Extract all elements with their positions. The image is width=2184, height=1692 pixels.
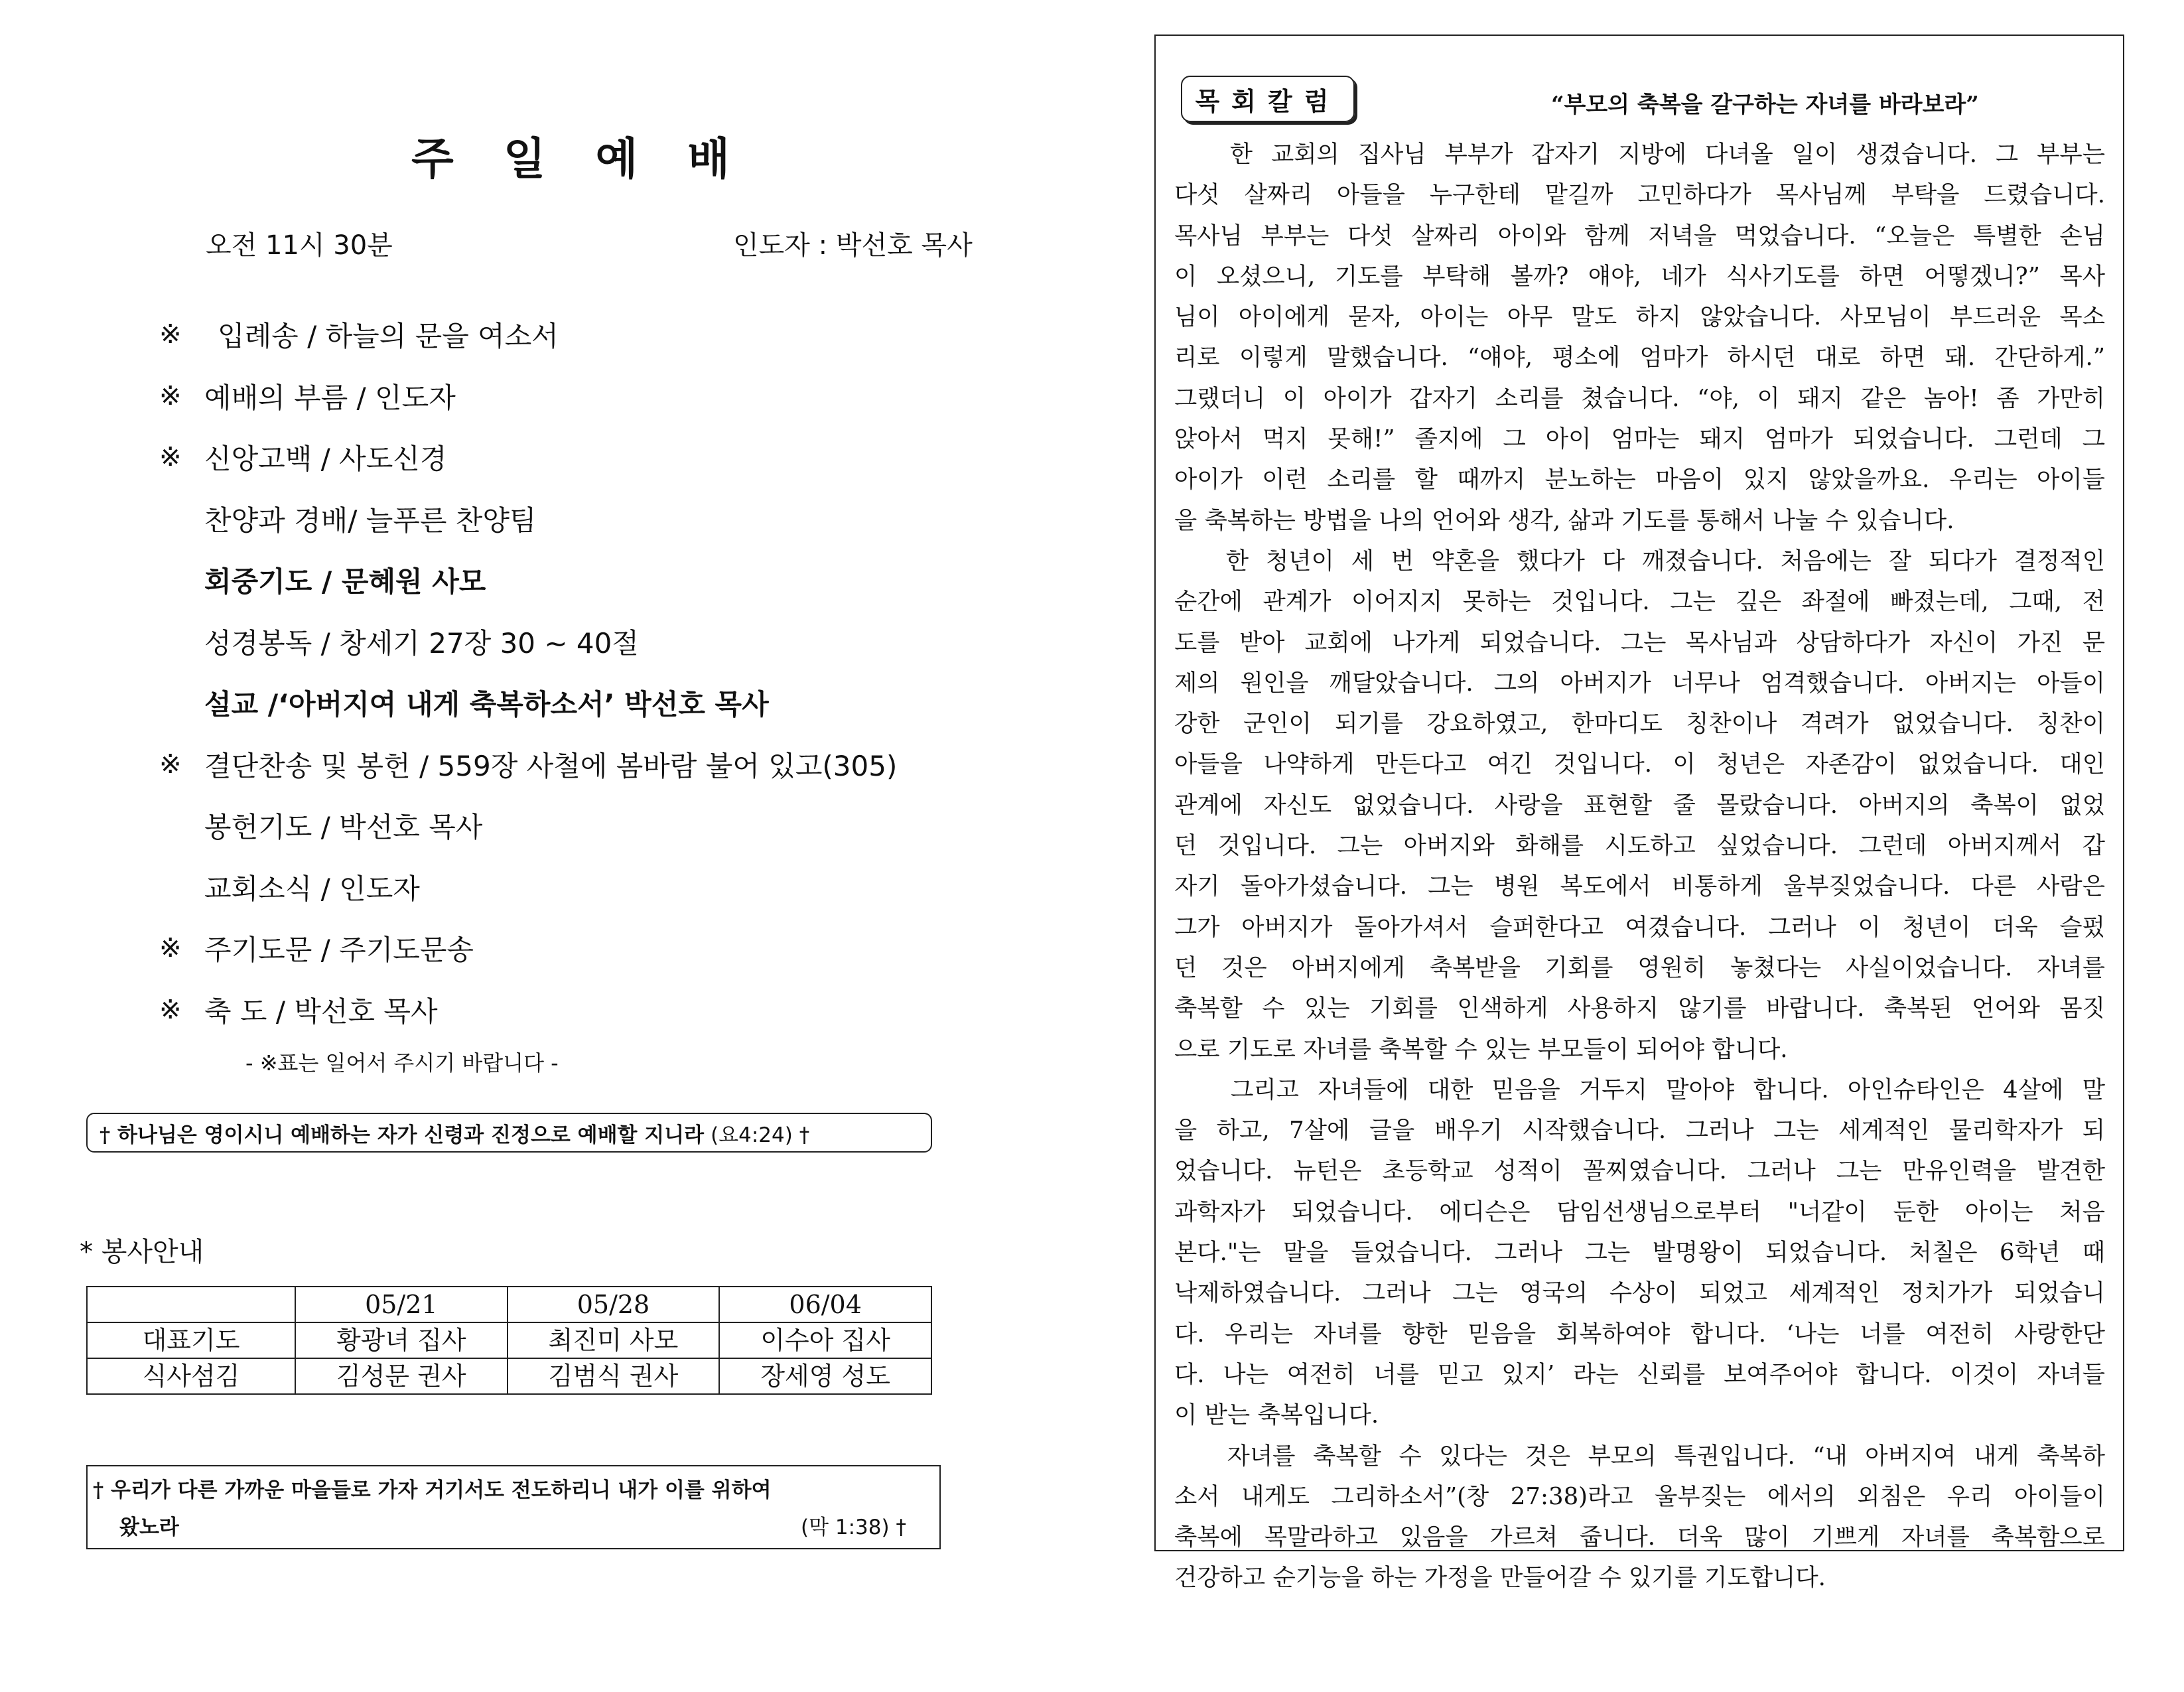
- table-row: [87, 1358, 931, 1394]
- verse-text-line1: † 우리가 다른 가까운 마을들로 가자 거기서도 전도하리니 내가 이를 위하여: [93, 1478, 772, 1502]
- column-line: 도를 받아 교회에 나가게 되었습니다. 그는 목사님과 상담하다가 자신이 가진 문: [1174, 628, 2105, 656]
- column-line: 던 것은 아버지에게 축복받을 기회를 영원히 놓쳤다는 사실이었습니다. 자녀를: [1174, 953, 2105, 981]
- column-line: 그랬더니 이 아이가 갑자기 소리를 쳤습니다. “야, 이 돼지 같은 놈아! 좀 가만히: [1174, 384, 2105, 412]
- table-cell: 06/04: [719, 1287, 931, 1322]
- column-line: 이 받는 축복입니다.: [1174, 1401, 1379, 1429]
- column-line: 그가 아버지가 돌아가셔서 슬퍼한다고 여겼습니다. 그러나 이 청년이 더욱 슬펐: [1174, 913, 2105, 941]
- column-line: 소서 내게도 그리하소서”(창 27:38)라고 울부짖는 에서의 외침은 우리 아이들이: [1174, 1482, 2105, 1510]
- table-header-row: [87, 1287, 931, 1322]
- table-row: [87, 1322, 931, 1358]
- stand-mark: ※: [159, 319, 182, 350]
- column-line: 제의 원인을 깨달았습니다. 그의 아버지가 너무나 엄격했습니다. 아버지는 아들이: [1174, 669, 2105, 697]
- service-table: [86, 1286, 932, 1395]
- column-line: 었습니다. 뉴턴은 초등학교 성적이 꼴찌였습니다. 그러나 그는 만유인력을 발견한: [1174, 1157, 2105, 1185]
- stand-mark: ※: [159, 442, 182, 473]
- column-line: 관계에 자신도 없었습니다. 사랑을 표현할 줄 몰랐습니다. 아버지의 축복이 없었: [1174, 791, 2105, 819]
- order-item: ※ 예배의 부름 / 인도자: [159, 380, 456, 414]
- stand-mark: ※: [159, 380, 182, 411]
- table-cell: 05/28: [508, 1287, 720, 1322]
- table-cell: 05/21: [295, 1287, 508, 1322]
- column-line: 으로 기도로 자녀를 축복할 수 있는 부모들이 되어야 합니다.: [1174, 1035, 1788, 1063]
- column-label: 목회칼럼: [1181, 76, 1355, 122]
- order-item: ※ 축 도 / 박선호 목사: [159, 994, 438, 1028]
- order-item: 봉헌기도 / 박선호 목사: [204, 811, 483, 844]
- stand-mark: ※: [159, 994, 182, 1025]
- column-line: 자기 돌아가셨습니다. 그는 병원 복도에서 비통하게 울부짖었습니다. 다른 사람은: [1174, 873, 2105, 900]
- column-line: 그리고 자녀들에 대한 믿음을 거두지 말아야 합니다. 아인슈타인은 4살에 말: [1174, 1076, 2105, 1103]
- order-item: 회중기도 / 문혜원 사모: [204, 565, 486, 599]
- worship-page: [66, 0, 1035, 1692]
- service-heading: * 봉사안내: [80, 1237, 204, 1267]
- table-cell: 최진미 사모: [508, 1322, 720, 1358]
- order-item: 설교 /‘아버지여 내게 축복하소서’ 박선호 목사: [204, 688, 769, 721]
- column-line: 강한 군인이 되기를 강요하였고, 한마디도 칭찬이나 격려가 없었습니다. 칭찬이: [1174, 710, 2105, 738]
- service-time: 오전 11시 30분: [206, 230, 393, 261]
- column-line: 리로 이렇게 말했습니다. “얘야, 평소에 엄마가 하시던 대로 하면 돼. 간단하게.”: [1174, 344, 2105, 372]
- table-cell: 김성문 권사: [295, 1358, 508, 1394]
- column-line: 던 것입니다. 그는 아버지와 화해를 시도하고 싶었습니다. 그런데 아버지께서 갑: [1174, 832, 2105, 860]
- verse-reference: (막 1:38) †: [801, 1516, 906, 1539]
- order-item: ※ 결단찬송 및 봉헌 / 559장 사철에 봄바람 불어 있고(305): [159, 748, 898, 782]
- order-item: 찬양과 경배/ 늘푸른 찬양팀: [204, 504, 537, 537]
- stand-mark: ※: [159, 748, 182, 780]
- table-cell: 김범식 권사: [508, 1358, 720, 1394]
- column-line: 앉아서 먹지 못해!” 졸지에 그 아이 엄마는 돼지 엄마가 되었습니다. 그런데 그: [1174, 425, 2105, 453]
- table-cell: 식사섬김: [87, 1358, 295, 1394]
- column-line: 축복할 수 있는 기회를 인색하게 사용하지 않기를 바랍니다. 축복된 언어와 몸짓: [1174, 995, 2105, 1022]
- order-item: 성경봉독 / 창세기 27장 30 ~ 40절: [204, 626, 639, 660]
- table-cell: 이수아 집사: [719, 1322, 931, 1358]
- service-leader: 인도자 : 박선호 목사: [733, 230, 973, 261]
- column-line: 을 축복하는 방법을 나의 언어와 생각, 삶과 기도를 통해서 나눌 수 있습니다.: [1174, 506, 1954, 534]
- column-line: 아들을 나약하게 만든다고 여긴 것입니다. 이 청년은 자존감이 없었습니다. 대인: [1174, 750, 2105, 778]
- column-line: 본다."는 말을 들었습니다. 그러나 그는 발명왕이 되었습니다. 처칠은 6학년 때: [1174, 1239, 2105, 1267]
- column-line: 아이가 이런 소리를 할 때까지 분노하는 마음이 있지 않았을까요. 우리는 아이들: [1174, 466, 2105, 494]
- table-cell: 대표기도: [87, 1322, 295, 1358]
- order-of-worship: [159, 304, 1088, 1040]
- column-line: 을 하고, 7살에 글을 배우기 시작했습니다. 그러나 그는 세계적인 물리학자가 되: [1174, 1117, 2105, 1145]
- table-cell: 황광녀 집사: [295, 1322, 508, 1358]
- column-line: 축복에 목말라하고 있음을 가르쳐 줍니다. 더욱 많이 기쁘게 자녀를 축복함으로: [1174, 1523, 2105, 1551]
- column-line: 순간에 관계가 이어지지 못하는 것입니다. 그는 깊은 좌절에 빠졌는데, 그때, 전: [1174, 588, 2105, 616]
- order-item: ※ 입례송 / 하늘의 문을 여소서: [159, 319, 559, 353]
- column-line: 이 오셨으니, 기도를 부탁해 볼까? 얘야, 네가 식사기도를 하면 어떻겠니?” 목사: [1174, 262, 2105, 290]
- column-line: 목사님 부부는 다섯 살짜리 아이와 함께 저녁을 먹었습니다. “오늘은 특별한 손님: [1174, 222, 2105, 249]
- column-line: 다섯 살짜리 아들을 누구한테 맡길까 고민하다가 목사님께 부탁을 드렸습니다.: [1174, 181, 2105, 209]
- order-item: 교회소식 / 인도자: [204, 872, 420, 905]
- stand-note: - ※표는 일어서 주시기 바랍니다 -: [245, 1050, 559, 1076]
- column-line: 다. 나는 여전히 너를 믿고 있지’ 라는 신뢰를 보여주어야 합니다. 이것이 자녀들: [1174, 1360, 2105, 1388]
- column-line: 자녀를 축복할 수 있다는 것은 부모의 특권입니다. “내 아버지여 내게 축복하: [1174, 1442, 2105, 1470]
- order-item: ※ 신앙고백 / 사도신경: [159, 442, 447, 476]
- order-item: ※ 주기도문 / 주기도문송: [159, 933, 474, 967]
- column-body: [1174, 134, 2105, 1598]
- column-line: 낙제하였습니다. 그러나 그는 영국의 수상이 되었고 세계적인 정치가가 되었습니: [1174, 1279, 2105, 1307]
- table-cell: 장세영 성도: [719, 1358, 931, 1394]
- column-line: 건강하고 순기능을 하는 가정을 만들어갈 수 있기를 기도합니다.: [1174, 1564, 1826, 1592]
- column-line: 다. 우리는 자녀를 향한 믿음을 회복하여야 합니다. ‘나는 너를 여전히 사랑한단: [1174, 1320, 2105, 1348]
- verse-box-top: [86, 1113, 932, 1153]
- pastor-column: [1154, 35, 2124, 1592]
- column-line: 한 교회의 집사님 부부가 갑자기 지방에 다녀올 일이 생겼습니다. 그 부부는: [1174, 141, 2105, 168]
- page-title: 주 일 예 배: [411, 133, 747, 184]
- verse-box-bottom: [86, 1465, 941, 1549]
- column-line: 한 청년이 세 번 약혼을 했다가 다 깨졌습니다. 처음에는 잘 되다가 결정적인: [1174, 547, 2105, 575]
- stand-mark: ※: [159, 933, 182, 964]
- verse-text: † 하나님은 영이시니 예배하는 자가 신령과 진정으로 예배할 지니라: [100, 1123, 705, 1147]
- table-cell: [87, 1287, 295, 1322]
- verse-text-line2: 왔노라: [119, 1516, 179, 1539]
- column-title: “부모의 축복을 갈구하는 자녀를 바라보라”: [1551, 92, 1979, 118]
- verse-reference: (요4:24) †: [711, 1123, 810, 1147]
- column-line: 과학자가 되었습니다. 에디슨은 담임선생님으로부터 "너같이 둔한 아이는 처음: [1174, 1198, 2105, 1226]
- column-line: 님이 아이에게 묻자, 아이는 아무 말도 하지 않았습니다. 사모님이 부드러운 목소: [1174, 303, 2105, 331]
